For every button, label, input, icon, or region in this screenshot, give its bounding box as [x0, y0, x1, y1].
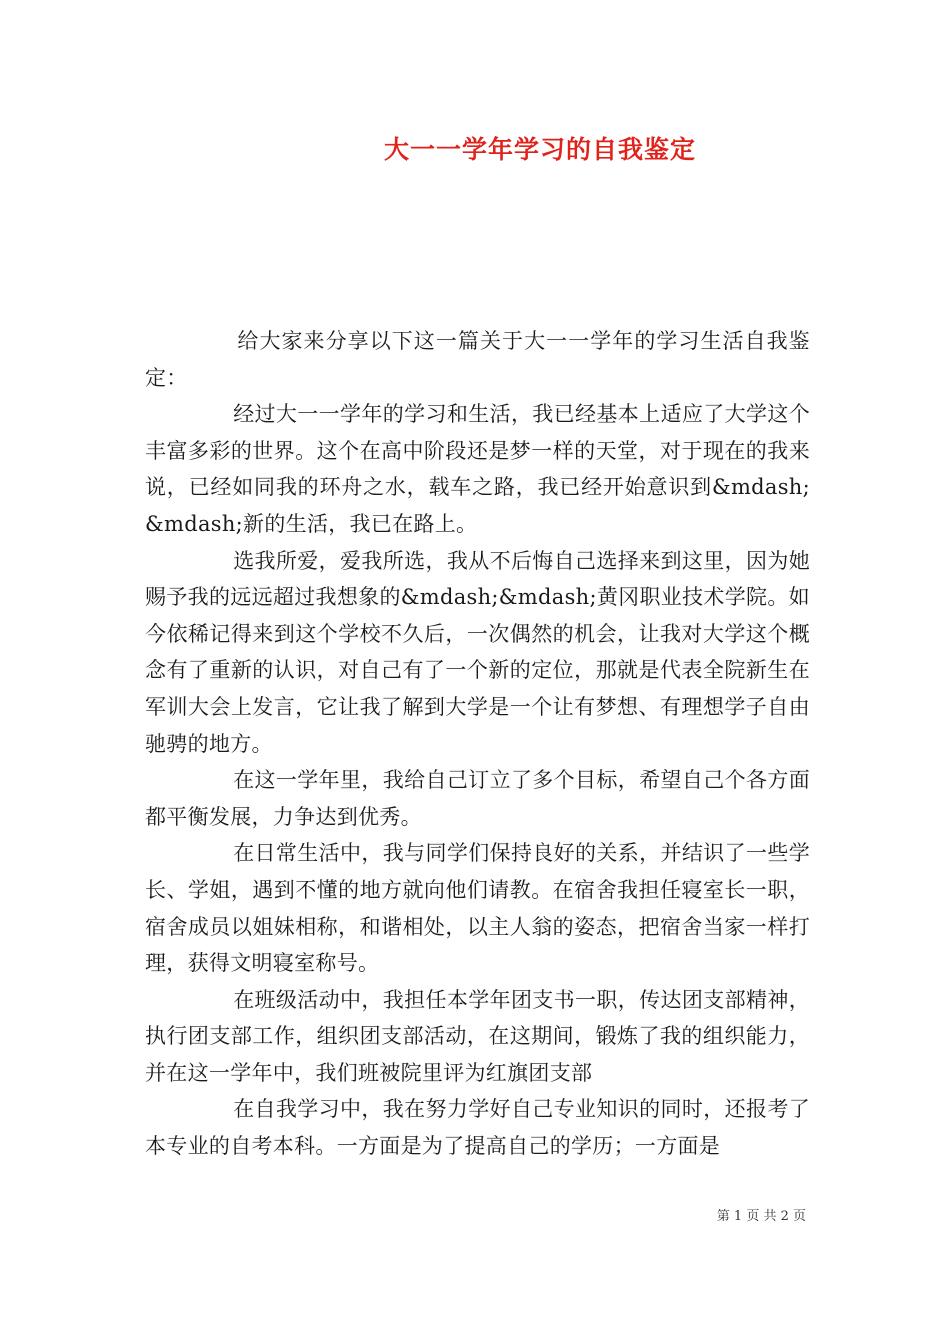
page-number-footer: 第 1 页 共 2 页 — [716, 1209, 806, 1224]
paragraph-adaptation: 经过大一一学年的学习和生活，我已经基本上适应了大学这个丰富多彩的世界。这个在高中阶段还是梦一样的天堂，对于现在的我来说，已经如同我的环舟之水，载车之路，我已经开始意识到&mdash;&mdash;新的生活，我已在路上。 — [145, 402, 810, 536]
paragraph-daily-life: 在日常生活中，我与同学们保持良好的关系，并结识了一些学长、学姐，遇到不懂的地方就向他们请教。在宿舍我担任寝室长一职，宿舍成员以姐妹相称，和谐相处，以主人翁的姿态，把宿舍当家一样打理，获得文明寝室称号。 — [145, 841, 810, 976]
paragraph-intro: 给大家来分享以下这一篇关于大一一学年的学习生活自我鉴定： — [145, 329, 810, 390]
document-body — [145, 323, 810, 1165]
paragraph-self-study: 在自我学习中，我在努力学好自己专业知识的同时，还报考了本专业的自考本科。一方面是为了提高自己的学历；一方面是 — [145, 1097, 810, 1159]
paragraph-class-activities: 在班级活动中，我担任本学年团支书一职，传达团支部精神，执行团支部工作，组织团支部活动，在这期间，锻炼了我的组织能力，并在这一学年中，我们班被院里评为红旗团支部 — [145, 987, 810, 1085]
paragraph-goals: 在这一学年里，我给自己订立了多个目标，希望自己个各方面都平衡发展，力争达到优秀。 — [145, 768, 810, 829]
paragraph-choice: 选我所爱，爱我所选，我从不后悔自己选择来到这里，因为她赐予我的远远超过我想象的&mdash;&mdash;黄冈职业技术学院。如今依稀记得来到这个学校不久后，一次偶然的机会，让我对大学这个概念有了重新的认识，对自己有了一个新的定位，那就是代表全院新生在军训大会上发言，它让我了解到大学是一个让有梦想、有理想学子自由驰骋的地方。 — [145, 548, 810, 756]
document-title: 大一一学年学习的自我鉴定 — [383, 135, 696, 164]
